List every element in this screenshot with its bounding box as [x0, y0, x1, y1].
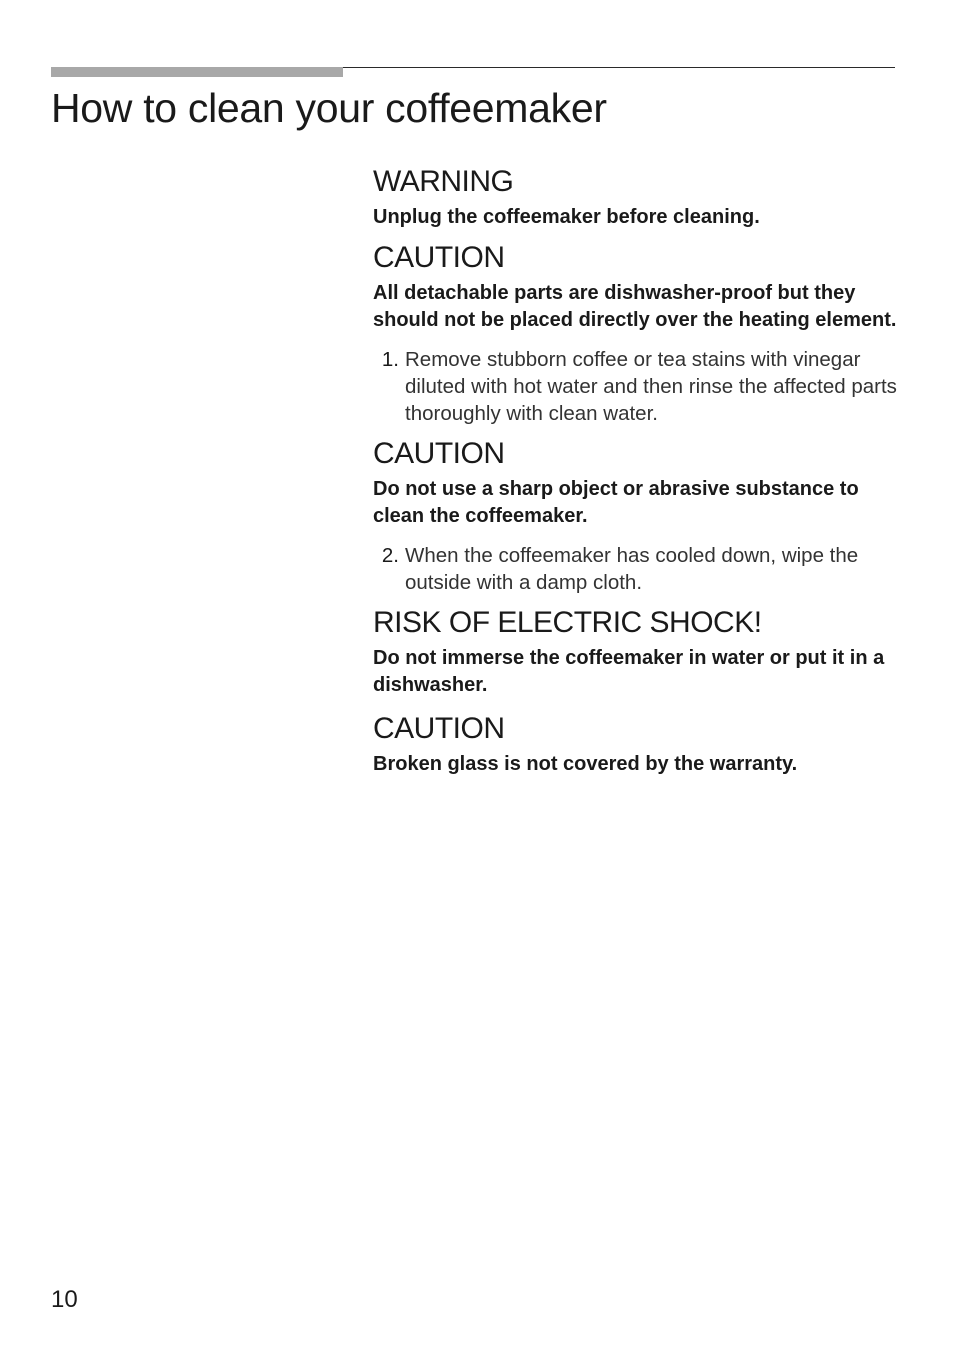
step-number: 2.: [381, 544, 399, 567]
warning-heading: WARNING: [373, 165, 514, 198]
warning-block: [373, 164, 903, 231]
caution-text: Do not use a sharp object or abrasive substance to clean the coffeemaker.: [373, 478, 859, 527]
caution-block-3: [373, 711, 903, 778]
step-number: 1.: [381, 348, 399, 371]
step-text: When the coffeemaker has cooled down, wipe the outside with a damp cloth.: [405, 544, 859, 594]
instruction-step-1: [373, 346, 903, 427]
electric-shock-block: [373, 605, 903, 699]
instruction-step-2: [373, 542, 903, 596]
warning-text: Unplug the coffeemaker before cleaning.: [373, 206, 760, 228]
page-title: How to clean your coffeemaker: [51, 85, 607, 131]
page-number: 10: [51, 1286, 78, 1313]
caution-heading: CAUTION: [373, 241, 505, 274]
caution-heading: CAUTION: [373, 437, 505, 470]
caution-heading: CAUTION: [373, 712, 505, 745]
header-rule-accent: [51, 67, 343, 77]
caution-text: All detachable parts are dishwasher-proof but they should not be placed directly over the heating element.: [373, 282, 897, 331]
caution-text: Broken glass is not covered by the warranty.: [373, 753, 798, 775]
main-content: [373, 164, 903, 778]
electric-shock-heading: RISK OF ELECTRIC SHOCK!: [373, 606, 762, 639]
electric-shock-text: Do not immerse the coffeemaker in water or put it in a dishwasher.: [373, 647, 885, 696]
caution-block-2: [373, 436, 903, 530]
step-text: Remove stubborn coffee or tea stains with vinegar diluted with hot water and then rinse the affected parts thoroughly with clean water.: [405, 348, 897, 425]
caution-block-1: [373, 240, 903, 334]
